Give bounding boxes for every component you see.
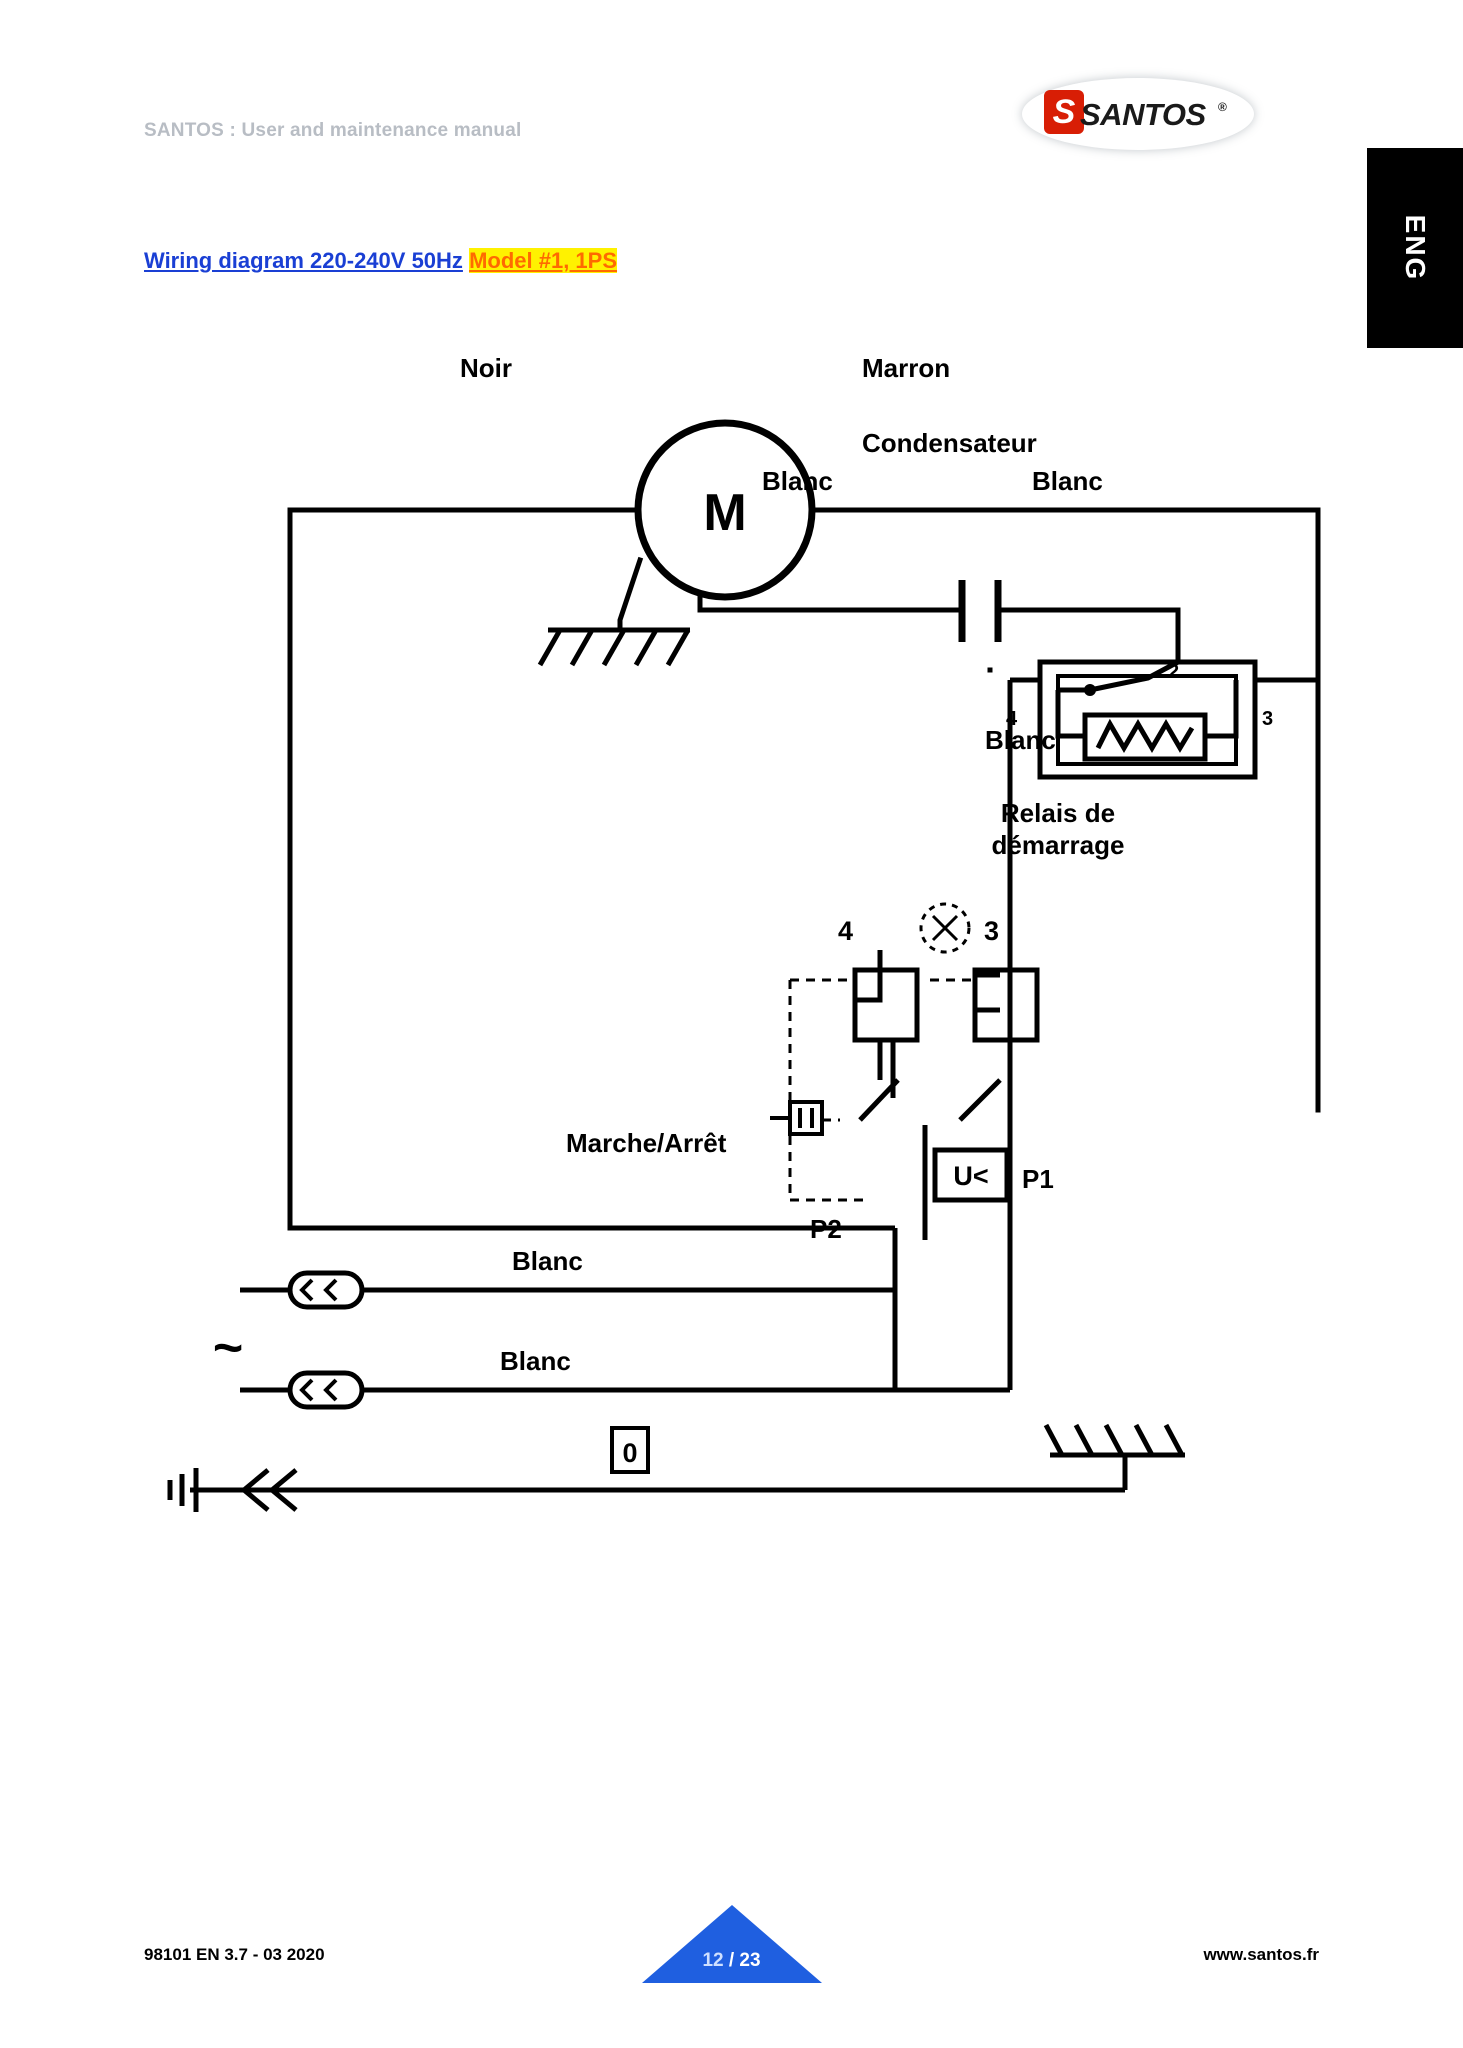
label-noir: Noir bbox=[460, 353, 512, 383]
label-relay-terminal-3: 3 bbox=[1262, 708, 1274, 730]
logo-wordmark: SANTOS bbox=[1080, 97, 1206, 132]
wire-motor-earth bbox=[620, 560, 640, 630]
earth-bottom-hatch-3 bbox=[1106, 1425, 1122, 1455]
earth-hatch-5 bbox=[668, 630, 688, 665]
earth-hatch-3 bbox=[604, 630, 624, 665]
switch-box-4 bbox=[855, 970, 917, 1040]
page-title-model: Model #1, 1PS bbox=[469, 248, 618, 273]
label-blanc-line1: Blanc bbox=[512, 1246, 583, 1276]
switch-blade-left bbox=[860, 1080, 898, 1120]
earth-hatch-1 bbox=[540, 630, 560, 665]
logo-registered-icon: ® bbox=[1218, 100, 1227, 114]
connector-2 bbox=[240, 1373, 362, 1407]
wiring-diagram bbox=[0, 353, 1463, 1680]
earth-bottom-hatch-2 bbox=[1076, 1425, 1092, 1455]
wire-cap-to-relay bbox=[1000, 610, 1178, 662]
page-number-total: 23 bbox=[739, 1950, 761, 1971]
label-marron: Marron bbox=[862, 353, 951, 383]
santos-logo bbox=[1022, 78, 1254, 150]
label-blanc-vertical: Blanc bbox=[985, 725, 1056, 755]
earth-hatch-4 bbox=[636, 630, 656, 665]
label-switch-terminal-3: 3 bbox=[984, 916, 1000, 946]
switch-blade-right bbox=[960, 1080, 1000, 1120]
language-tab-label: ENG bbox=[1400, 214, 1431, 282]
zero-marker-label: 0 bbox=[622, 1438, 638, 1468]
footer-doc-ref: 98101 EN 3.7 - 03 2020 bbox=[144, 1945, 325, 1964]
undervoltage-release-label: U< bbox=[953, 1161, 989, 1191]
page-title bbox=[144, 248, 617, 274]
motor-symbol-label: M bbox=[703, 484, 747, 542]
label-relay-terminal-4: 4 bbox=[1006, 708, 1018, 730]
label-condensateur: Condensateur bbox=[862, 428, 1037, 458]
page-title-voltage: Wiring diagram 220-240V 50Hz bbox=[144, 248, 463, 273]
earth-bottom-hatch-1 bbox=[1046, 1425, 1062, 1455]
label-p1: P1 bbox=[1022, 1164, 1054, 1194]
label-relay-title-1: Relais de bbox=[1000, 798, 1116, 828]
label-blanc-line2: Blanc bbox=[500, 1346, 571, 1376]
label-relay-terminal-2: 2 bbox=[1168, 661, 1180, 683]
label-blanc-cap-left: Blanc bbox=[762, 466, 833, 496]
page-number-current: 12 bbox=[702, 1950, 724, 1971]
label-blanc-cap-right: Blanc bbox=[1032, 466, 1103, 496]
page-number-separator: / bbox=[728, 1950, 735, 1971]
earth-bottom-hatch-5 bbox=[1166, 1425, 1182, 1455]
earth-hatch-2 bbox=[572, 630, 592, 665]
footer-page-indicator bbox=[642, 1905, 822, 1997]
indicator-cross-icon bbox=[933, 916, 957, 940]
switch-box-3 bbox=[975, 970, 1037, 1040]
ac-supply-symbol: ~ bbox=[212, 1319, 244, 1377]
actuator-square bbox=[790, 1102, 822, 1134]
label-relay-title-2: démarrage bbox=[991, 830, 1125, 860]
earth-bottom-hatch-4 bbox=[1136, 1425, 1152, 1455]
page-number-group bbox=[642, 1950, 822, 1972]
label-switch-terminal-4: 4 bbox=[838, 916, 854, 946]
language-tab-eng bbox=[1367, 148, 1463, 348]
logo-s-mark: S bbox=[1044, 90, 1084, 134]
label-p2: P2 bbox=[810, 1214, 842, 1244]
label-marche-arret: Marche/Arrêt bbox=[566, 1128, 727, 1158]
connector-1 bbox=[240, 1273, 362, 1307]
switch-terminal-3-inner bbox=[975, 975, 1000, 1010]
manual-header-label: SANTOS : User and maintenance manual bbox=[144, 120, 522, 141]
footer-website: www.santos.fr bbox=[1203, 1945, 1319, 1964]
